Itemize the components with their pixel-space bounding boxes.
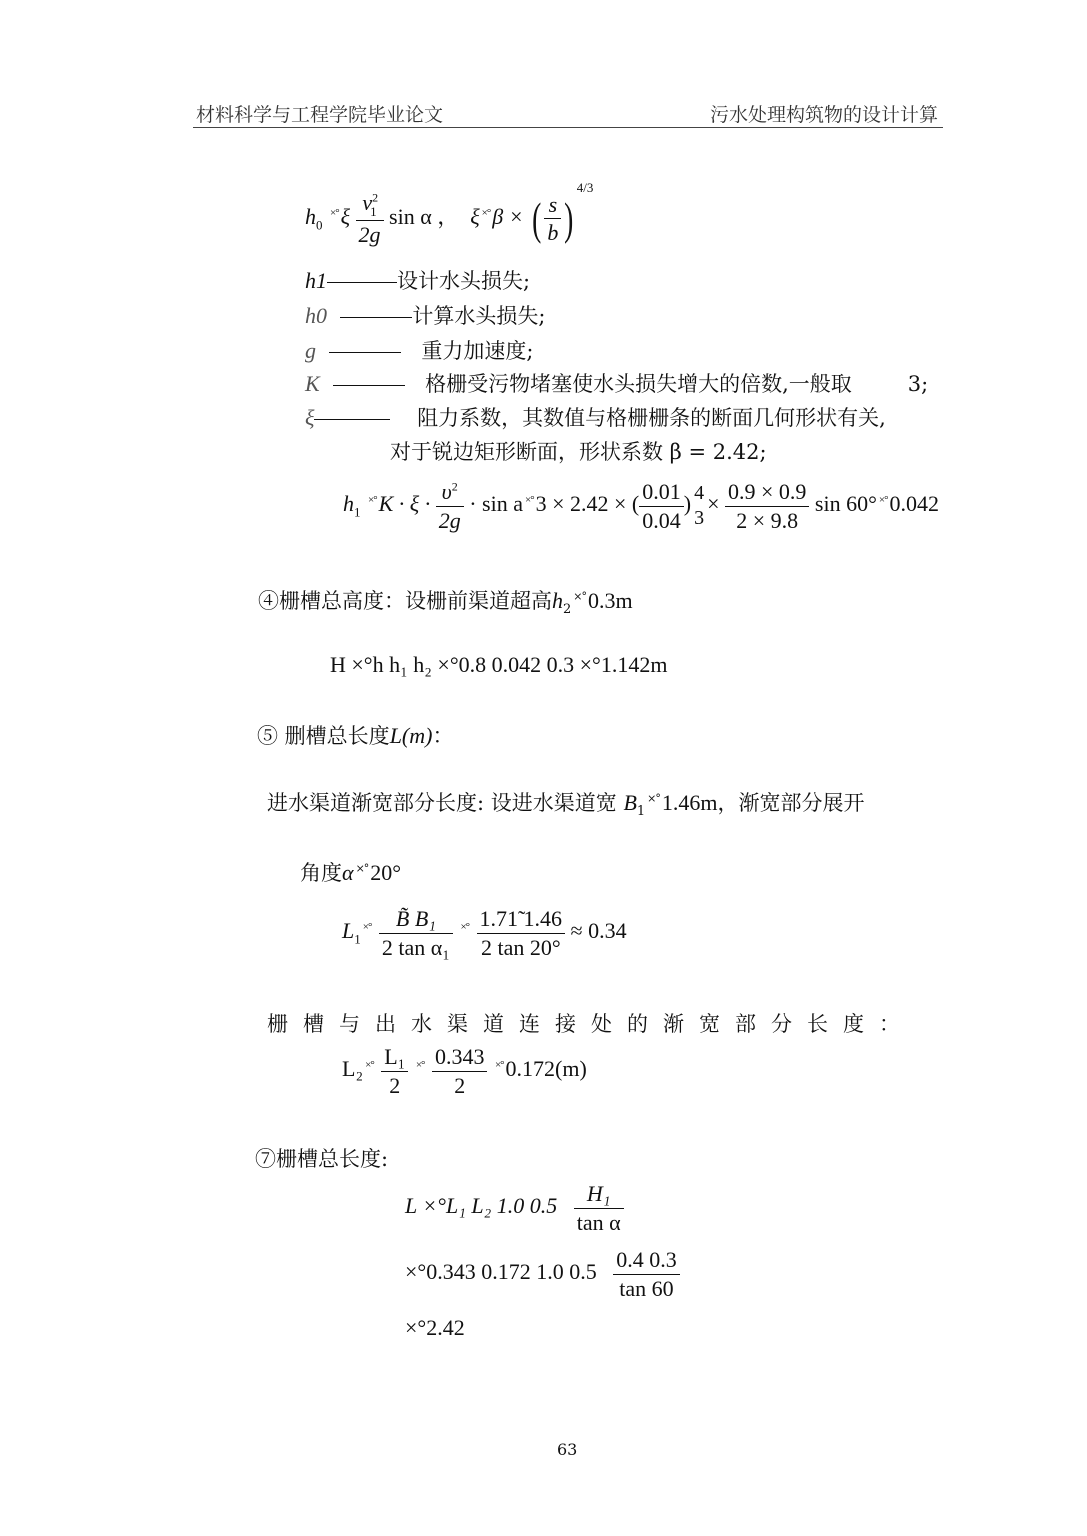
equation-h1: $h_1$ ×°K · ξ · $\frac{\upsilon^2}{2g}$ · sin a ×°3 × 2.42 × ( $\frac{0.01}{0.04}$ ) 4 3 × $\frac{0.9 \times 0.9}{2 \times 9.8}$ sin 60° ×°0.042 bbox=[343, 479, 939, 533]
section-4: ④栅槽总高度：设栅前渠道超高$h_2^{\times^\circ}0.3m$ bbox=[258, 588, 633, 618]
inlet-text: 进水渠道渐宽部分长度: 设进水渠道宽 $B_1^{\times^\circ}1.46m$，渐宽部分展开 bbox=[267, 790, 865, 820]
equation-h0: $h_0$ ×°ξ $\frac{v^2_1}{2g}$ sin α ， ξ ×°β × ( $\frac{s}{b}$ )$^{4/3}$ bbox=[305, 180, 594, 248]
def-k: K 格栅受污物堵塞使水头损失增大的倍数,一般取 3; bbox=[305, 371, 929, 396]
page-number: 63 bbox=[557, 1440, 578, 1459]
equation-H: H ×°h h₁ h₂ ×°0.8 0.042 0.3 ×°1.142m bbox=[330, 652, 668, 677]
def-h0: h0 计算水头损失; bbox=[305, 303, 546, 328]
outlet-text: 栅槽与出水渠道连接处的渐宽部分长度： bbox=[267, 1012, 915, 1036]
def-h1: h1 设计水头损失; bbox=[305, 268, 531, 293]
section-7: ⑦栅槽总长度: bbox=[255, 1147, 389, 1171]
section-5: ⑤ 删槽总长度L(m)： bbox=[257, 723, 454, 748]
equation-L2: L₂ ×° $\frac{\text{L₁}}{2}$ ×° $\frac{0.343}{2}$ ×°0.172(m) bbox=[342, 1044, 587, 1098]
header-left: 材料科学与工程学院毕业论文 bbox=[196, 104, 444, 126]
header-rule bbox=[193, 127, 943, 128]
angle-text: 角度α ×°20° bbox=[300, 860, 402, 885]
equation-L1: $L_1^{\times^\circ}$ $\frac{\text{B̃ B₁}}{\text{2 tan α₁}}$ ×° $\frac{1.71̃ 1.46}{2 \tan 20^\circ}$ ≈ 0.34 bbox=[342, 906, 627, 960]
equation-L-line3: ×°2.42 bbox=[405, 1315, 465, 1340]
header-right: 污水处理构筑物的设计计算 bbox=[710, 104, 939, 126]
def-g: g 重力加速度; bbox=[305, 338, 534, 363]
equation-L-line1: L ×°L₁ L₂ 1.0 0.5 $\frac{\text{H₁}}{\text{tan α}}$ bbox=[405, 1180, 624, 1236]
def-xi: ξ 阻力系数，其数值与格栅栅条的断面几何形状有关, bbox=[305, 405, 886, 430]
equation-L-line2: ×°0.343 0.172 1.0 0.5 $\frac{0.4 0.3}{\tan 60}$ bbox=[405, 1246, 680, 1302]
def-continuation: 对于锐边矩形断面，形状系数 β = 2.42; bbox=[390, 440, 767, 464]
